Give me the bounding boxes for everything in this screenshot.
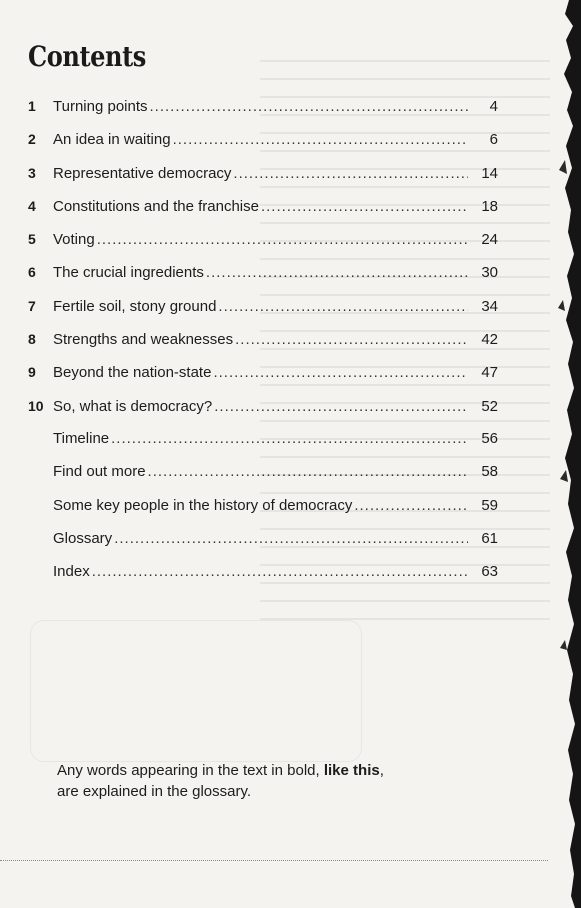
table-of-contents: [28, 96, 498, 595]
toc-leader-dots: [235, 330, 468, 350]
toc-entry[interactable]: [28, 163, 498, 196]
toc-leader-dots: [114, 529, 468, 549]
glossary-note-line2: are explained in the glossary.: [57, 783, 252, 800]
toc-entry[interactable]: [28, 362, 498, 395]
toc-entry-page-number: 56: [481, 429, 498, 447]
toc-entry-title: Constitutions and the franchise: [53, 197, 259, 215]
toc-entry[interactable]: [28, 562, 498, 595]
toc-entry[interactable]: [28, 496, 498, 529]
toc-entry-number: 5: [28, 231, 36, 248]
toc-entry-title: Turning points: [53, 98, 148, 115]
toc-entry-number: 7: [28, 297, 36, 314]
toc-entry-title: Index: [53, 563, 90, 581]
toc-entry[interactable]: [28, 329, 498, 362]
glossary-note-bold-example: like this: [323, 762, 380, 779]
toc-entry-title: Beyond the nation-state: [53, 364, 212, 382]
toc-entry-title: Voting: [53, 231, 95, 249]
toc-entry-page-number: 61: [481, 529, 498, 547]
toc-leader-dots: [233, 164, 468, 184]
toc-entry-number: 3: [28, 164, 36, 181]
toc-leader-dots: [218, 297, 468, 317]
toc-entry[interactable]: [28, 462, 498, 495]
toc-entry-number: 6: [28, 264, 36, 281]
toc-entry[interactable]: [28, 396, 498, 429]
page-title: Contents: [28, 40, 146, 73]
toc-entry[interactable]: [28, 229, 498, 262]
toc-entry[interactable]: [28, 129, 498, 162]
toc-leader-dots: [111, 429, 468, 449]
toc-entry-page-number: 30: [481, 264, 498, 282]
glossary-note-comma: ,: [379, 762, 384, 779]
toc-entry[interactable]: [28, 529, 498, 562]
torn-page-edge: [535, 0, 581, 908]
toc-entry-page-number: 47: [481, 364, 498, 382]
toc-entry[interactable]: [28, 429, 498, 462]
toc-entry-title: Some key people in the history of democracy: [53, 496, 353, 514]
toc-entry-title: The crucial ingredients: [53, 264, 204, 282]
toc-entry-number: 2: [28, 131, 36, 148]
glossary-note: [57, 760, 457, 802]
toc-entry-number: 4: [28, 197, 36, 214]
toc-entry-page-number: 14: [481, 164, 498, 182]
toc-entry-title: Fertile soil, stony ground: [53, 297, 217, 315]
toc-leader-dots: [261, 197, 468, 217]
toc-entry[interactable]: [28, 262, 498, 295]
toc-leader-dots: [213, 363, 468, 383]
toc-entry-title: An idea in waiting: [53, 131, 171, 149]
toc-entry-page-number: 6: [489, 131, 498, 149]
toc-entry-title: So, what is democracy?: [53, 397, 213, 415]
toc-leader-dots: [148, 462, 468, 482]
toc-leader-dots: [97, 230, 468, 250]
toc-leader-dots: [173, 130, 468, 150]
toc-entry[interactable]: [28, 96, 498, 129]
toc-entry-number: 9: [28, 364, 36, 381]
toc-entry-title: Find out more: [53, 463, 146, 481]
toc-leader-dots: [92, 562, 468, 582]
toc-leader-dots: [206, 263, 468, 283]
toc-entry-page-number: 24: [481, 231, 498, 249]
toc-leader-dots: [214, 397, 468, 417]
toc-entry-title: Strengths and weaknesses: [53, 331, 234, 349]
toc-entry-number: 10: [28, 397, 44, 414]
toc-leader-dots: [150, 97, 469, 117]
toc-entry-page-number: 63: [481, 563, 498, 581]
toc-entry-title: Glossary: [53, 529, 113, 547]
toc-entry-page-number: 4: [489, 98, 498, 115]
toc-entry-page-number: 58: [481, 463, 498, 481]
toc-entry-number: 1: [28, 98, 36, 114]
glossary-note-text: Any words appearing in the text in bold,: [57, 762, 324, 779]
toc-entry-page-number: 18: [481, 197, 498, 215]
toc-entry-page-number: 42: [481, 331, 498, 349]
toc-entry-page-number: 52: [481, 397, 498, 415]
toc-entry-title: Representative democracy: [53, 164, 232, 182]
toc-entry-page-number: 34: [481, 297, 498, 315]
toc-leader-dots: [354, 496, 468, 516]
toc-entry[interactable]: [28, 296, 498, 329]
toc-entry-title: Timeline: [53, 429, 110, 447]
toc-entry-page-number: 59: [481, 496, 498, 514]
toc-entry-number: 8: [28, 331, 36, 348]
toc-entry[interactable]: [28, 196, 498, 229]
show-through-box: [30, 620, 362, 762]
bottom-dotted-rule: [0, 860, 548, 861]
